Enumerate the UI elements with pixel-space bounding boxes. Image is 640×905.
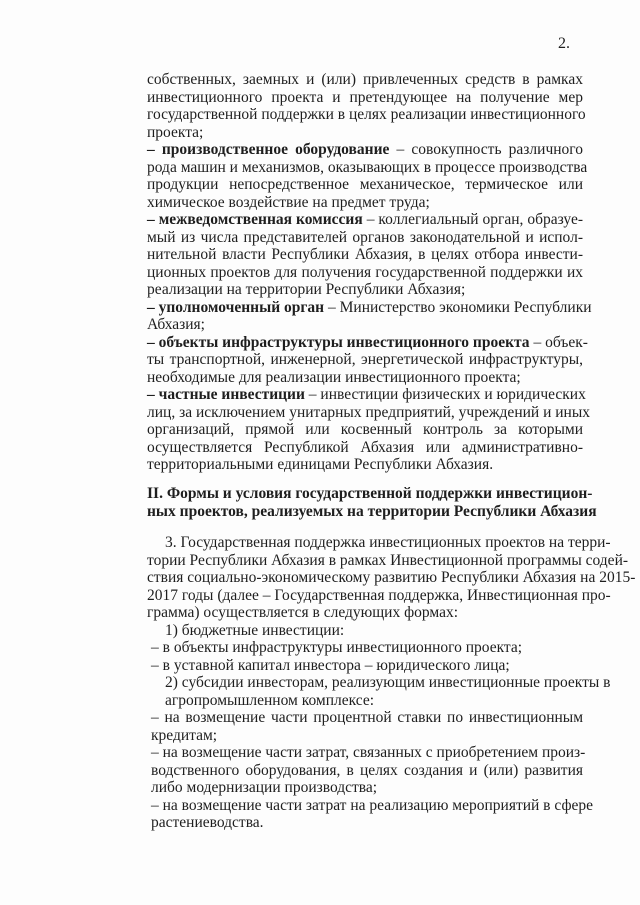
text-line (147, 124, 583, 142)
text-line (151, 814, 583, 832)
text-segment: кредитам; (151, 726, 218, 744)
text-line (147, 351, 583, 369)
text-line (151, 796, 593, 815)
text-segment: – на возмещение части процентной ставки по инвестиционным (151, 709, 583, 726)
text-line (147, 264, 583, 282)
text-line (147, 106, 586, 124)
text-line (147, 569, 636, 587)
text-segment: мый из числа представителей органов законодательной и испол- (147, 228, 583, 246)
text-segment: территориальными единицами Республики Абхазия. (147, 456, 494, 473)
text-segment: организаций, прямой или косвенный контроль за которыми (147, 421, 583, 438)
text-line (147, 586, 611, 605)
defined-term: – межведомственная комиссия (147, 211, 363, 228)
text-segment: – в объекты инфраструктуры инвестиционного проекта; (151, 639, 523, 656)
text-segment: – инвестиции физических и юридических (304, 386, 586, 403)
text-line (151, 727, 583, 745)
text-line (147, 369, 583, 387)
text-line (151, 779, 583, 797)
defined-term: – уполномоченный орган (147, 298, 325, 316)
section-heading-line: ных проектов, реализуемых на территории Республики Абхазия (147, 502, 597, 520)
text-segment: необходимые для реализации инвестиционного проекта; (147, 368, 521, 386)
text-segment: проекта; (147, 123, 204, 141)
text-segment: – коллегиальный орган, образуе- (362, 211, 583, 228)
text-segment: водственного оборудования, в целях создания и (или) развития (151, 761, 583, 779)
text-line (151, 639, 583, 657)
text-line (147, 158, 588, 177)
text-segment: 2) субсидии инвесторам, реализующим инвестиционные проекты в (165, 674, 611, 691)
text-line (165, 674, 611, 692)
text-line (165, 692, 583, 710)
defined-term: – производственное оборудование (147, 141, 390, 158)
text-line (147, 246, 583, 264)
text-segment: грамма) осуществляется в следующих формах: (147, 604, 459, 621)
text-line (147, 316, 583, 334)
page-number: 2. (558, 35, 570, 52)
text-line (147, 176, 583, 194)
text-segment: 3. Государственная поддержка инвестиционных проектов на терри- (165, 534, 611, 551)
text-segment: – в уставной капитал инвестора – юридического лица; (151, 656, 510, 674)
text-segment: ционных проектов для получения государственной поддержки их (147, 263, 583, 281)
text-line (147, 281, 583, 299)
text-line (147, 421, 583, 439)
text-segment: собственных, заемных и (или) привлеченных средств в рамках (147, 71, 583, 88)
text-segment: тории Республики Абхазия в рамках Инвестиционной программы содей- (147, 551, 629, 569)
text-segment: 2017 годы (далее – Государственная поддержка, Инвестиционная про- (147, 586, 611, 604)
text-segment: агропромышленном комплексе: (165, 691, 375, 709)
text-line (147, 333, 588, 352)
text-line (151, 744, 586, 762)
section-heading-line: II. Формы и условия государственной поддержки инвестицион- (147, 485, 593, 502)
text-segment: растениеводства. (151, 814, 264, 831)
text-segment: – на возмещение части затрат на реализацию мероприятий в сфере (151, 796, 593, 814)
text-segment: Абхазия; (147, 316, 205, 333)
text-line (147, 456, 583, 474)
text-segment: нительной власти Республики Абхазия, в целях отбора инвести- (147, 246, 583, 263)
text-line (147, 604, 583, 622)
text-line (165, 622, 583, 640)
text-line (147, 403, 590, 422)
text-segment: либо модернизации производства; (151, 779, 378, 796)
text-line (147, 298, 592, 317)
text-segment: 1) бюджетные инвестиции: (165, 621, 345, 639)
text-segment: ты транспортной, инженерной, энергетической инфраструктуры, (147, 351, 583, 368)
text-segment: лиц, за исключением унитарных предприятий, учреждений и иных (147, 403, 590, 421)
text-line (147, 141, 583, 159)
text-line (147, 229, 583, 247)
text-segment: рода машин и механизмов, оказывающих в процессе производства (147, 158, 588, 176)
text-segment: – Министерство экономики Республики (324, 298, 592, 316)
text-line (147, 89, 583, 107)
text-segment: ствия социально-экономическому развитию Республики Абхазия на 2015- (147, 569, 636, 586)
text-line (147, 551, 629, 570)
text-segment: – на возмещение части затрат, связанных с приобретением произ- (151, 744, 586, 761)
text-line (147, 386, 586, 404)
text-line (151, 657, 583, 675)
text-segment: продукции непосредственное механическое, термическое или (147, 176, 583, 193)
text-line (147, 439, 583, 457)
text-line (151, 762, 583, 780)
text-line (147, 71, 583, 89)
text-segment: государственной поддержки в целях реализации инвестиционного (147, 106, 586, 123)
defined-term: – частные инвестиции (147, 386, 305, 403)
text-segment: химическое воздействие на предмет труда; (147, 193, 430, 211)
text-segment: инвестиционного проекта и претендующее на получение мер (147, 88, 583, 106)
text-line (147, 194, 583, 212)
text-line (147, 211, 583, 229)
text-segment: – объек- (529, 333, 588, 351)
defined-term: – объекты инфраструктуры инвестиционного проекта (147, 333, 530, 351)
text-line (151, 709, 583, 727)
text-segment: осуществляется Республикой Абхазия или административно- (147, 438, 583, 456)
text-line (165, 534, 611, 552)
text-segment: – совокупность различного (389, 141, 584, 158)
text-segment: реализации на территории Республики Абхазия; (147, 281, 466, 298)
